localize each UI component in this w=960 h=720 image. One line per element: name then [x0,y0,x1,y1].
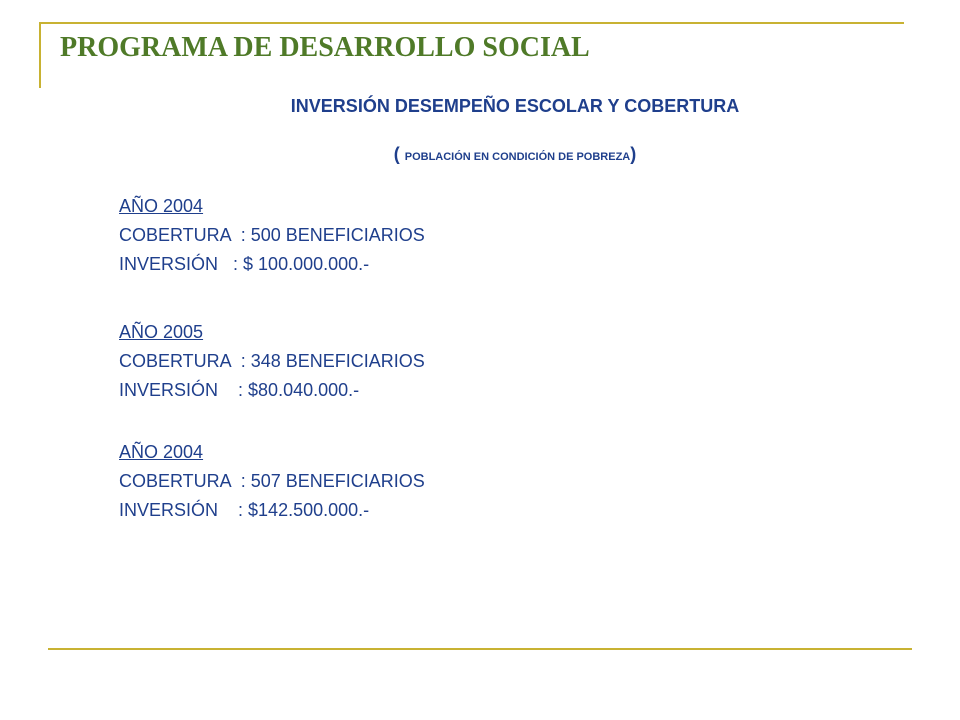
coverage-label: COBERTURA [119,225,231,245]
year-heading: AÑO 2004 [119,196,204,216]
year-block-1 [119,192,425,279]
coverage-value: : 500 BENEFICIARIOS [230,225,425,245]
coverage-row [119,467,425,496]
coverage-value: : 507 BENEFICIARIOS [230,471,425,491]
note-close-paren: ) [630,144,637,164]
coverage-value: : 348 BENEFICIARIOS [230,351,425,371]
investment-value: : $80.040.000.- [218,380,360,400]
investment-value: : $142.500.000.- [218,500,370,520]
note-text: POBLACIÓN EN CONDICIÓN DE POBREZA [404,151,631,163]
population-note [0,144,960,165]
investment-label: INVERSIÓN [119,254,219,274]
year-block-3 [119,438,425,525]
year-heading: AÑO 2004 [119,442,204,462]
top-rule [40,22,904,24]
investment-row [119,250,425,279]
investment-row [119,376,425,405]
bottom-rule [48,648,912,650]
left-rule [39,22,41,88]
investment-row [119,496,425,525]
coverage-label: COBERTURA [119,471,231,491]
investment-value: : $ 100.000.000.- [218,254,370,274]
year-heading: AÑO 2005 [119,322,204,342]
investment-label: INVERSIÓN [119,380,219,400]
investment-label: INVERSIÓN [119,500,219,520]
year-block-2 [119,318,425,405]
coverage-label: COBERTURA [119,351,231,371]
coverage-row [119,347,425,376]
section-subtitle: INVERSIÓN DESEMPEÑO ESCOLAR Y COBERTURA [290,96,740,116]
page-title: PROGRAMA DE DESARROLLO SOCIAL [60,32,590,63]
note-open-paren: ( [393,144,405,164]
coverage-row [119,221,425,250]
